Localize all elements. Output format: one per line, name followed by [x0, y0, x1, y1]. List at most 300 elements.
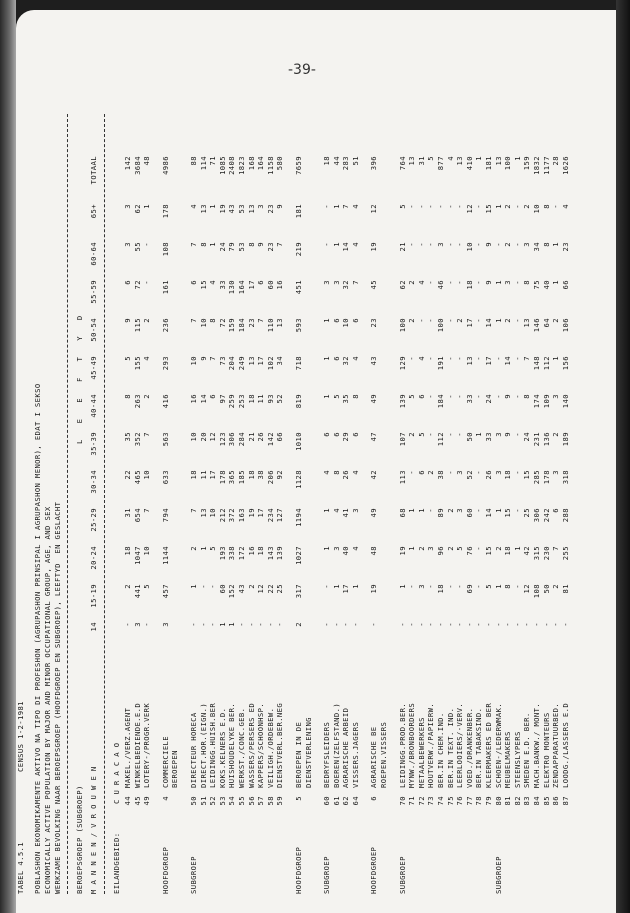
row-name: AGRARISCHE BE — [369, 726, 379, 788]
table-cell: 1158 — [265, 156, 275, 175]
row-name: MEUBELMAKERS — [503, 731, 513, 788]
table-cell: - — [455, 432, 465, 437]
table-cell: - — [407, 242, 417, 247]
table-cell: 89 — [436, 508, 446, 518]
table-cell: 22 — [123, 470, 132, 480]
table-cell: 1832 — [531, 156, 541, 175]
table-cell: 18 — [123, 546, 132, 556]
table-cell: - — [142, 622, 152, 627]
table-cell: - — [407, 584, 417, 589]
table-cell: - — [474, 622, 484, 627]
table-cell: 7 — [188, 318, 198, 323]
table-cell: - — [341, 622, 351, 627]
area-label: EILANDGEBIED: — [111, 832, 121, 894]
table-cell: - — [397, 622, 407, 627]
row-code: 44 — [123, 796, 132, 806]
row-code: 86 — [551, 796, 561, 806]
table-row — [322, 114, 332, 894]
row-group-label: SUBGROEP — [322, 856, 332, 894]
table-cell: 92 — [275, 470, 285, 480]
table-cell: 7 — [341, 204, 351, 209]
table-cell: 14 — [484, 508, 493, 518]
table-cell: - — [493, 622, 503, 627]
table-cell: 593 — [293, 318, 303, 333]
table-cell: 156 — [560, 356, 570, 371]
table-cell: 2 — [416, 546, 426, 551]
column-header: 14 — [88, 622, 98, 632]
table-row — [123, 114, 133, 894]
table-cell: 242 — [541, 508, 551, 523]
table-cell: 2 — [426, 470, 436, 475]
table-cell: 23 — [265, 204, 275, 214]
table-cell: 71 — [208, 156, 218, 166]
table-cell: 8 — [331, 470, 341, 475]
row-code: 84 — [531, 796, 541, 806]
divider — [67, 114, 68, 894]
table-cell: 181 — [293, 204, 303, 219]
column-header: 40-44 — [88, 394, 98, 418]
table-cell: 73 — [217, 356, 227, 366]
table-cell: 191 — [436, 356, 446, 371]
row-code: 78 — [474, 796, 484, 806]
row-name: VEILIGH./ORDEBEW. — [265, 707, 275, 788]
row-code: 53 — [217, 796, 227, 806]
table-cell: 72 — [217, 318, 227, 328]
row-group-label — [341, 814, 351, 894]
table-cell: - — [464, 622, 474, 627]
table-cell: 441 — [132, 584, 142, 599]
table-row — [542, 114, 552, 894]
table-cell: 317 — [293, 584, 303, 599]
table-cell: - — [512, 280, 522, 285]
table-cell: 2 — [455, 318, 465, 323]
table-cell: - — [436, 204, 446, 209]
row-name: DIRECT.HOR.(EIGN.) — [198, 702, 208, 788]
row-code: 73 — [426, 796, 436, 806]
row-code: 61 — [331, 796, 341, 806]
table-cell: 2 — [188, 546, 198, 551]
row-name: DIRECTEUR HORECA — [188, 712, 198, 788]
table-cell: - — [350, 622, 360, 627]
table-cell: 109 — [541, 394, 551, 409]
column-header: 60-64 — [88, 242, 98, 266]
table-cell: 877 — [436, 156, 446, 171]
table-row — [266, 114, 276, 894]
row-code: 71 — [407, 796, 417, 806]
table-cell: - — [407, 622, 417, 627]
table-cell: 146 — [531, 318, 541, 333]
table-cell: 2 — [551, 318, 561, 323]
table-cell: 12 — [464, 204, 474, 214]
table-cell: 1 — [208, 242, 218, 247]
table-cell: - — [455, 394, 465, 399]
table-cell: 7 — [142, 508, 152, 513]
row-group-label — [142, 814, 152, 894]
table-cell: 4 — [142, 356, 152, 361]
table-cell: - — [512, 622, 522, 627]
table-cell: 97 — [217, 394, 227, 404]
table-cell: 352 — [132, 432, 142, 447]
row-spacer — [389, 114, 398, 894]
table-cell: 4 — [208, 280, 218, 285]
table-cell: 7 — [275, 242, 285, 247]
row-code: 74 — [436, 796, 446, 806]
table-cell: 10 — [341, 318, 351, 328]
table-cell: 6 — [188, 280, 198, 285]
row-spacer — [313, 114, 322, 894]
table-cell: 1194 — [293, 508, 303, 527]
table-cell: 20 — [198, 432, 208, 442]
table-cell: 4 — [416, 356, 426, 361]
table-cell: 168 — [246, 156, 256, 171]
row-spacer — [360, 114, 369, 894]
table-cell: - — [512, 584, 522, 589]
table-cell: - — [416, 622, 426, 627]
table-cell: 4 — [445, 156, 455, 161]
table-cell: 315 — [531, 546, 541, 561]
row-name: MACH.BANKW./ MONT. — [531, 702, 541, 788]
table-cell: - — [426, 318, 436, 323]
row-code: 50 — [188, 796, 198, 806]
table-cell: 4 — [350, 204, 360, 209]
title-line-dutch: WERKZAME BEVOLKING NAAR BEROEPSGROEP (HOOFDGROEP EN SUBGROEP), LEEFTYD EN GESLACHT — [53, 501, 62, 894]
area-name: C U R A C A O — [111, 742, 121, 804]
table-cell: 293 — [160, 356, 170, 371]
table-cell: 1 — [198, 546, 208, 551]
row-name: BEDRYFSLEIDERS — [322, 721, 332, 788]
table-cell: 9 — [503, 432, 513, 437]
table-cell: 26 — [341, 470, 351, 480]
table-cell: 8 — [541, 204, 551, 209]
table-cell: 231 — [531, 432, 541, 447]
table-cell: - — [531, 622, 541, 627]
table-cell: 5 — [397, 204, 407, 209]
table-cell: 1 — [397, 584, 407, 589]
row-group-label — [426, 814, 436, 894]
table-cell: - — [551, 204, 561, 209]
table-cell: 8 — [522, 280, 532, 285]
table-cell: 34 — [531, 242, 541, 252]
table-cell: - — [474, 508, 484, 513]
row-code: 76 — [455, 796, 465, 806]
table-cell: 4 — [350, 356, 360, 361]
table-cell: - — [560, 622, 570, 627]
table-cell: - — [512, 394, 522, 399]
table-cell: 164 — [236, 280, 246, 295]
row-code: 56 — [246, 796, 256, 806]
table-cell: 2 — [246, 584, 256, 589]
table-cell: - — [265, 622, 275, 627]
table-cell: 1 — [227, 622, 237, 627]
title-line-papiamentu: POBLASHON EKONOMIKAMENTE AKTIVO NA TIPO DI PROFESHON (AGRUPASHON PRINSIPAL I AGRUPASHON MENOR), EDAT I SEKSO — [33, 383, 42, 894]
table-cell: 3 — [331, 546, 341, 551]
table-cell: 114 — [198, 156, 208, 171]
row-group-label — [513, 814, 523, 894]
column-header: 45-49 — [88, 356, 98, 380]
row-spacer — [285, 114, 294, 894]
table-row — [332, 114, 342, 894]
row-name: BEROEPEN — [170, 750, 180, 788]
table-cell: 13 — [407, 156, 417, 166]
table-cell: 2 — [503, 242, 513, 247]
table-cell: 17 — [341, 584, 351, 594]
table-cell: 7659 — [293, 156, 303, 175]
row-group-label — [133, 814, 143, 894]
table-cell: - — [416, 318, 426, 323]
table-cell: 33 — [464, 394, 474, 404]
table-cell: 236 — [160, 318, 170, 333]
table-body — [123, 114, 570, 894]
table-cell: - — [188, 622, 198, 627]
table-row — [503, 114, 513, 894]
table-cell: 6 — [331, 356, 341, 361]
table-cell: 4 — [350, 470, 360, 475]
table-cell: 50 — [541, 584, 551, 594]
row-name: ELEKTRO MONTEURS — [541, 712, 551, 788]
table-cell: 52 — [464, 470, 474, 480]
row-group-label: HOOFDGROEP — [293, 846, 303, 894]
row-code: 83 — [522, 796, 532, 806]
table-cell: 3 — [455, 470, 465, 475]
table-cell: 51 — [350, 156, 360, 166]
row-code: 82 — [512, 796, 522, 806]
table-cell: 2 — [551, 432, 561, 437]
table-row — [161, 114, 171, 894]
table-cell: 164 — [256, 156, 266, 171]
table-row — [417, 114, 427, 894]
row-code: 45 — [132, 796, 142, 806]
table-cell: 75 — [531, 280, 541, 290]
table-cell: 5 — [484, 584, 493, 589]
table-cell: 81 — [560, 584, 570, 594]
table-cell: - — [445, 356, 455, 361]
table-cell: 107 — [397, 432, 407, 447]
table-cell: - — [426, 394, 436, 399]
table-cell: 306 — [227, 432, 237, 447]
table-cell: 16 — [275, 280, 285, 290]
row-name: HUISHOUDELYKE BER. — [227, 702, 237, 788]
table-cell: 5 — [416, 432, 426, 437]
table-cell: 25 — [522, 508, 532, 518]
table-cell: 45 — [369, 280, 379, 290]
table-cell: 23 — [246, 318, 256, 328]
table-cell: 1 — [407, 546, 417, 551]
table-cell: 79 — [227, 242, 237, 252]
row-code: 49 — [142, 796, 152, 806]
table-cell: 9 — [123, 318, 132, 323]
table-cell: 69 — [464, 584, 474, 594]
table-cell: 184 — [236, 318, 246, 333]
table-cell: 11 — [256, 394, 266, 404]
table-cell: 13 — [198, 204, 208, 214]
table-cell: 10 — [188, 356, 198, 366]
table-cell: 1 — [493, 584, 503, 589]
table-cell: 1 — [493, 318, 503, 323]
table-cell: 206 — [265, 470, 275, 485]
table-cell: - — [445, 470, 455, 475]
table-cell: 40 — [541, 280, 551, 290]
column-header: 50-54 — [88, 318, 98, 342]
table-cell: 3 — [551, 470, 561, 475]
table-cell: 1 — [512, 156, 522, 161]
table-cell: 38 — [256, 470, 266, 480]
table-cell: 3 — [426, 546, 436, 551]
table-cell: - — [426, 584, 436, 589]
row-code: 51 — [198, 796, 208, 806]
row-group-label: HOOFDGROEP — [160, 846, 170, 894]
row-code: 72 — [416, 796, 426, 806]
table-cell: 24 — [217, 242, 227, 252]
table-cell: 794 — [160, 508, 170, 523]
table-row — [142, 114, 152, 894]
table-cell: 4 — [560, 204, 570, 209]
table-cell: - — [445, 242, 455, 247]
table-cell: 10 — [142, 470, 152, 480]
table-cell: 365 — [227, 470, 237, 485]
table-cell: 3 — [123, 204, 132, 209]
row-group-label — [304, 814, 314, 894]
row-name: METAALBEWERKERS — [416, 717, 426, 788]
column-header: 20-24 — [88, 546, 98, 570]
table-cell: - — [493, 356, 503, 361]
book-spine-left — [0, 0, 16, 913]
table-cell: - — [474, 470, 484, 475]
table-cell: 7 — [188, 508, 198, 513]
table-row — [379, 114, 389, 894]
table-row — [189, 114, 199, 894]
table-cell: 52 — [275, 394, 285, 404]
table-cell: 1 — [493, 204, 503, 209]
table-cell: 1144 — [160, 546, 170, 565]
row-group-label — [532, 814, 542, 894]
table-cell: 47 — [369, 432, 379, 442]
table-cell: - — [208, 622, 218, 627]
table-cell: 50 — [464, 432, 474, 442]
stub-header: BEROEPSGROEP (SUBGROEP) — [74, 785, 84, 894]
row-code: 4 — [160, 796, 170, 801]
table-cell: 21 — [246, 432, 256, 442]
row-name: LEERLOOIERS/-VERV. — [455, 702, 465, 788]
table-cell: - — [512, 204, 522, 209]
table-cell: 1 — [551, 280, 561, 285]
table-cell: 139 — [397, 394, 407, 409]
table-cell: 1 — [188, 584, 198, 589]
table-cell: - — [445, 622, 455, 627]
table-cell: - — [407, 204, 417, 209]
table-cell: 14 — [198, 394, 208, 404]
table-cell: 306 — [531, 508, 541, 523]
table-cell: 18 — [246, 394, 256, 404]
table-cell: 451 — [293, 280, 303, 295]
table-cell: - — [474, 546, 484, 551]
table-cell: 140 — [560, 394, 570, 409]
table-cell: 18 — [256, 546, 266, 556]
table-cell: 33 — [484, 432, 493, 442]
row-group-label — [465, 814, 475, 894]
table-cell: - — [455, 356, 465, 361]
table-cell: - — [503, 622, 513, 627]
page-number: -39- — [288, 62, 316, 78]
table-cell: 263 — [132, 394, 142, 409]
table-cell: 1 — [208, 204, 218, 209]
table-cell: - — [275, 622, 285, 627]
table-cell: 17 — [256, 356, 266, 366]
row-name: STEENSLYPERS — [512, 731, 522, 788]
table-cell: - — [208, 584, 218, 589]
table-cell: 7 — [256, 318, 266, 323]
row-code — [304, 796, 314, 814]
column-header: 35-39 — [88, 432, 98, 456]
table-cell: 181 — [484, 156, 493, 171]
row-name: KOKS.KELNERS E.D. — [217, 707, 227, 788]
table-cell: 14 — [341, 242, 351, 252]
table-cell: 174 — [531, 394, 541, 409]
table-cell: 66 — [275, 432, 285, 442]
table-cell: 3 — [522, 242, 532, 247]
row-code: 80 — [493, 796, 503, 806]
table-cell: - — [455, 242, 465, 247]
row-name: LOODG./LASSERS E.D — [560, 702, 570, 788]
table-cell: 8 — [522, 394, 532, 399]
table-cell: 16 — [188, 394, 198, 404]
table-cell: - — [369, 622, 379, 627]
row-code: 58 — [265, 796, 275, 806]
table-cell: 13 — [246, 204, 256, 214]
row-group-label — [123, 814, 133, 894]
table-cell: 12 — [256, 584, 266, 594]
table-cell: 1 — [322, 318, 332, 323]
table-cell: - — [445, 432, 455, 437]
table-cell: 41 — [341, 508, 351, 518]
table-cell: 283 — [341, 156, 351, 171]
table-cell: 93 — [265, 394, 275, 404]
table-cell: 5 — [331, 394, 341, 399]
table-cell: 110 — [265, 318, 275, 333]
table-cell: 16 — [246, 546, 256, 556]
table-row — [532, 114, 542, 894]
table-cell: 2 — [123, 584, 132, 589]
table-cell: 1 — [551, 242, 561, 247]
table-cell: 72 — [132, 280, 142, 290]
row-name: WASSERS/PERSERS ED — [246, 702, 256, 788]
table-cell: 9 — [256, 242, 266, 247]
table-cell: 338 — [227, 546, 237, 561]
table-cell: 3 — [256, 204, 266, 209]
table-cell: 1010 — [293, 432, 303, 451]
table-cell: - — [484, 622, 493, 627]
table-cell: 10 — [188, 432, 198, 442]
table-cell: 8 — [246, 242, 256, 247]
table-cell: 139 — [275, 546, 285, 561]
row-name: BER.IN CHEM.IND. — [436, 712, 446, 788]
row-code: 5 — [293, 796, 303, 801]
table-cell: 100 — [436, 318, 446, 333]
table-cell: 189 — [560, 432, 570, 447]
row-name: KLEERMAKERS ED BER — [484, 702, 493, 788]
table-cell: 33 — [217, 280, 227, 290]
table-cell: 10 — [208, 508, 218, 518]
row-name: BOEREN(ZELFSTAND.) — [331, 702, 341, 788]
row-code: 64 — [350, 796, 360, 806]
table-cell: - — [436, 622, 446, 627]
row-group-label — [247, 814, 257, 894]
row-group-label — [275, 814, 285, 894]
table-cell: 1 — [322, 508, 332, 513]
table-cell: - — [474, 394, 484, 399]
row-group-label — [237, 814, 247, 894]
table-cell: - — [474, 242, 484, 247]
table-row — [484, 114, 494, 894]
